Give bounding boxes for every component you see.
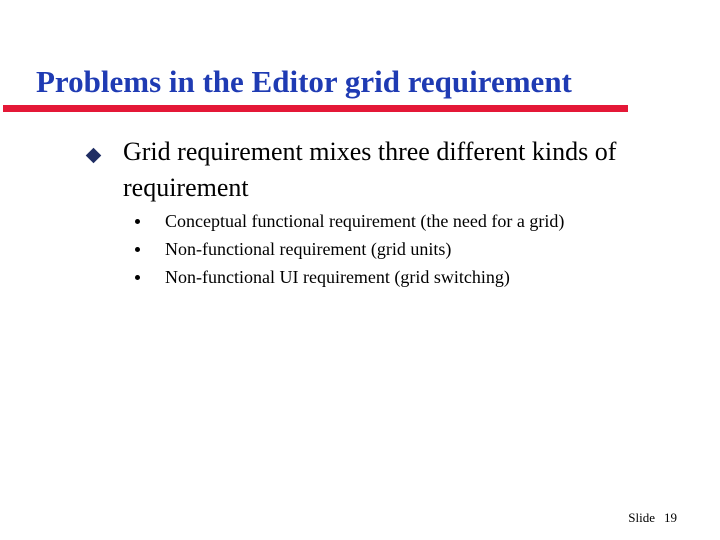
slide-number [628,510,677,526]
slide-title: Problems in the Editor grid requirement [36,63,572,99]
sub-bullet-text: Non-functional UI requirement (grid switching) [165,266,510,287]
sub-bullet-text: Conceptual functional requirement (the need for a grid) [165,210,565,231]
list-item [135,263,564,291]
slide-number-label: Slide [628,510,655,525]
main-bullet-text: Grid requirement mixes three different kinds of requirement [123,137,617,202]
list-item [135,207,564,235]
dot-bullet-icon [135,247,165,252]
diamond-bullet-icon [86,148,102,164]
slide-number-value: 19 [664,510,677,525]
dot-bullet-icon [135,219,165,224]
sub-bullet-list [135,207,564,291]
dot-bullet-icon [135,275,165,280]
list-item [135,235,564,263]
title-rule-divider [3,105,628,112]
sub-bullet-text: Non-functional requirement (grid units) [165,238,452,259]
